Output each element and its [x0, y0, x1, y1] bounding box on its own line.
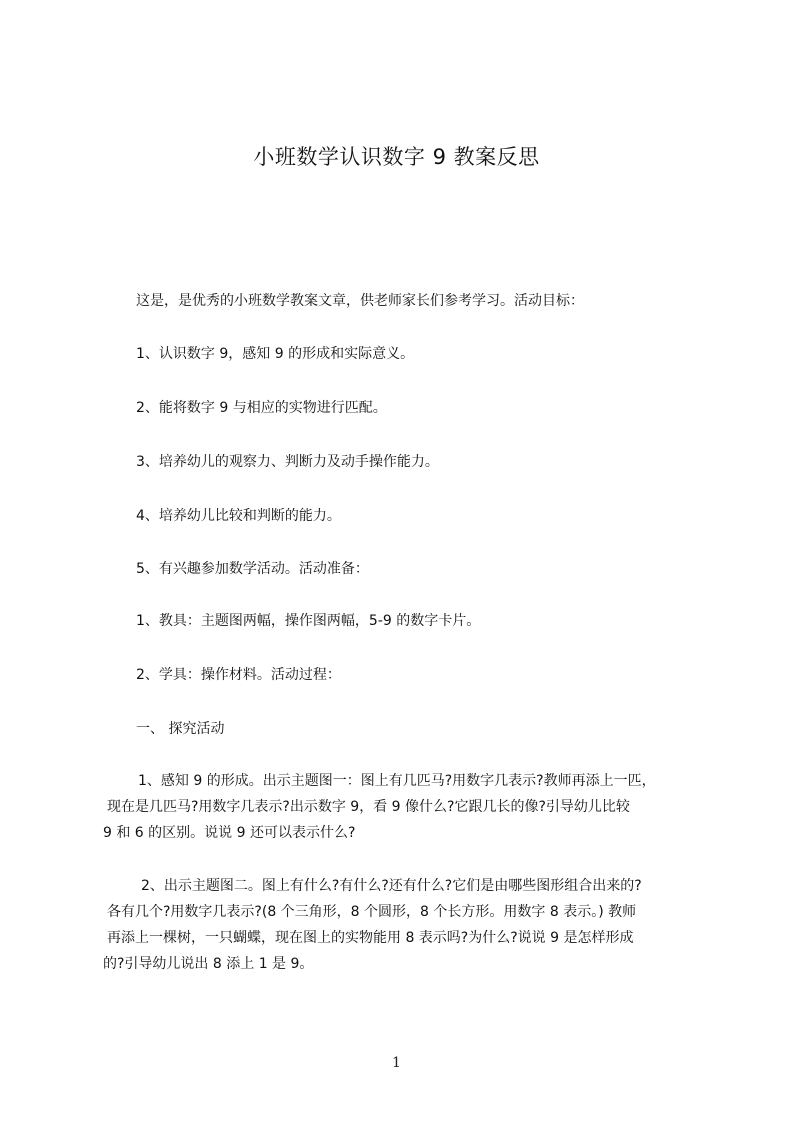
- step-2-line: 2、出示主题图二。图上有什么?有什么?还有什么?它们是由哪些图形组合出来的?: [141, 878, 642, 894]
- goal-item-5: 5、有兴趣参加数学活动。活动准备：: [136, 561, 369, 577]
- step-1-line: 现在是几匹马?用数字几表示?出示数字 9，看 9 像什么?它跟几长的像?引导幼儿比较: [107, 799, 630, 815]
- preparation-item-2: 2、学具：操作材料。活动过程：: [136, 667, 341, 683]
- goal-item-2: 2、能将数字 9 与相应的实物进行匹配。: [136, 400, 387, 416]
- step-1-line: 1、感知 9 的形成。出示主题图一：图上有几匹马?用数字几表示?教师再添上一匹，: [138, 773, 656, 789]
- page-number: 1: [392, 1055, 401, 1071]
- step-1-paragraph: [103, 768, 656, 846]
- step-2-line: 的?引导幼儿说出 8 添上 1 是 9。: [103, 956, 314, 972]
- document-title: 小班数学认识数字 9 教案反思: [253, 145, 540, 169]
- step-2-paragraph: [103, 873, 642, 977]
- step-2-line: 各有几个?用数字几表示?(8 个三角形，8 个圆形，8 个长方形。用数字 8 表示。) 教师: [107, 904, 637, 920]
- step-2-line: 再添上一棵树，一只蝴蝶，现在图上的实物能用 8 表示吗?为什么?说说 9 是怎样形成: [107, 930, 634, 946]
- intro-paragraph: 这是，是优秀的小班数学教案文章，供老师家长们参考学习。活动目标：: [136, 293, 584, 309]
- preparation-item-1: 1、教具：主题图两幅，操作图两幅，5-9 的数字卡片。: [136, 613, 481, 629]
- goal-item-4: 4、培养幼儿比较和判断的能力。: [136, 508, 341, 524]
- goal-item-3: 3、培养幼儿的观察力、判断力及动手操作能力。: [136, 454, 439, 470]
- section-heading: 一、 探究活动: [136, 721, 225, 737]
- step-1-line: 9 和 6 的区别。说说 9 还可以表示什么?: [103, 825, 356, 841]
- goal-item-1: 1、认识数字 9，感知 9 的形成和实际意义。: [136, 346, 415, 362]
